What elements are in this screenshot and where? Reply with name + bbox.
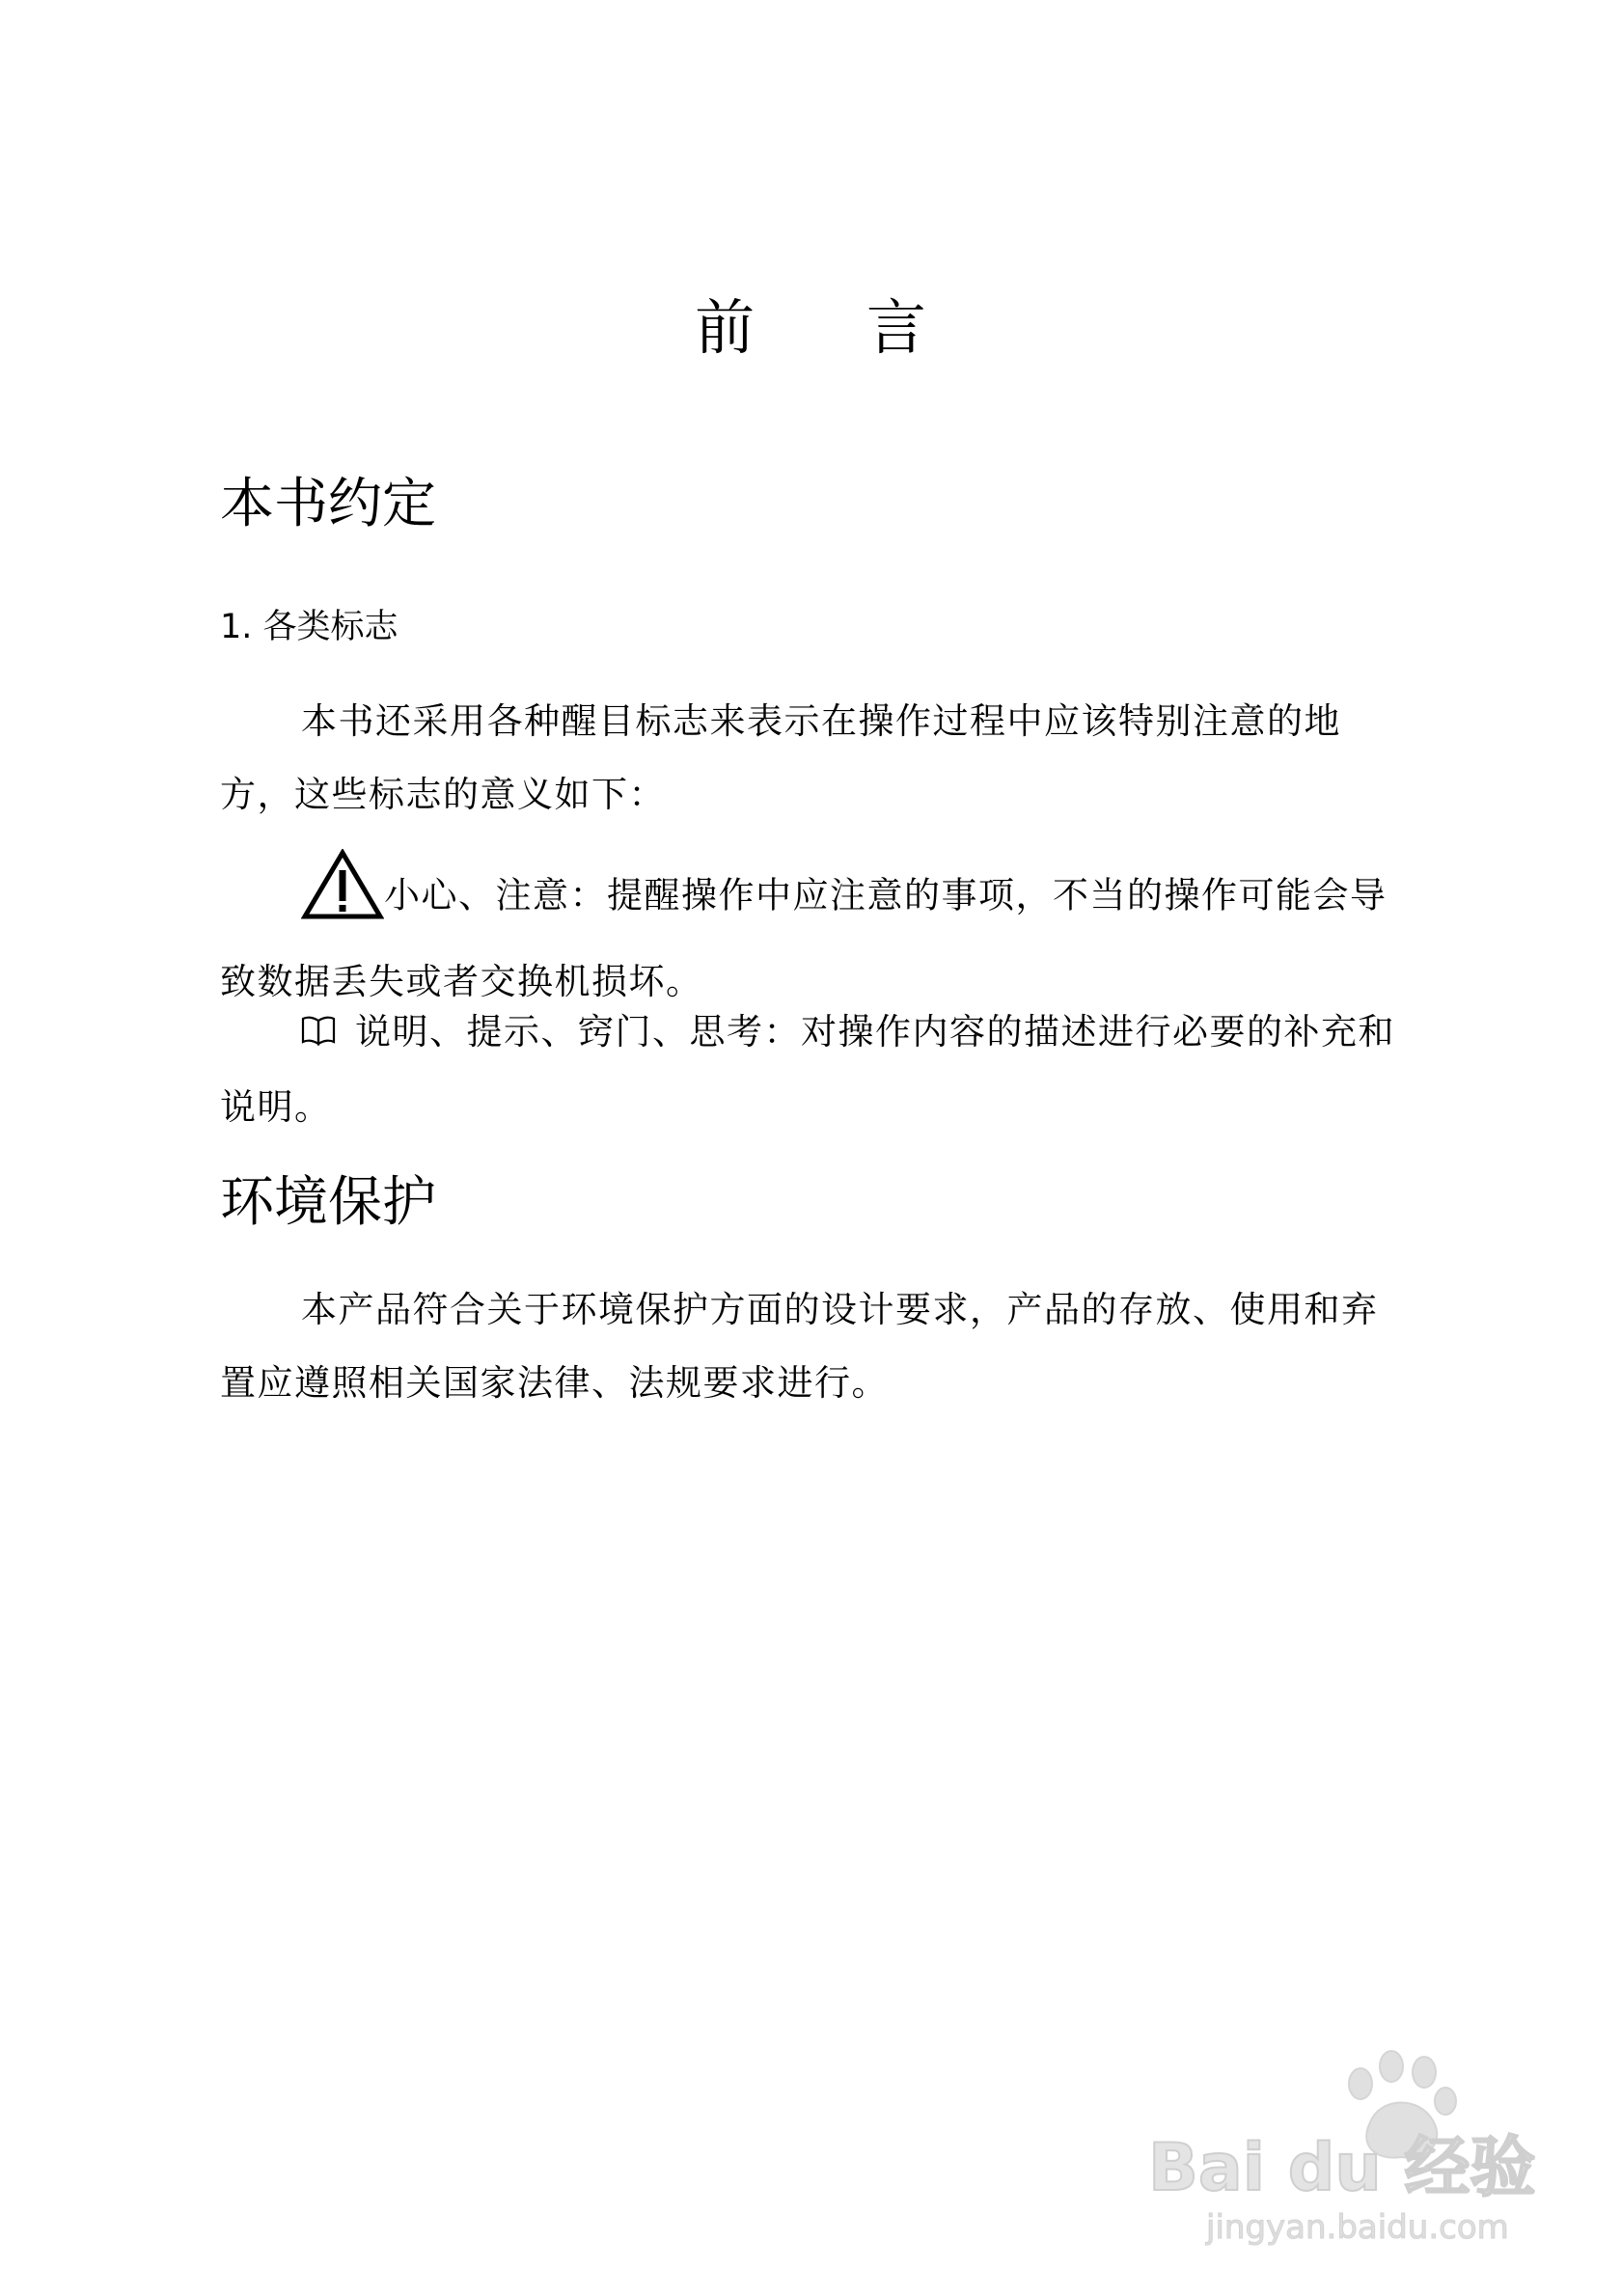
caution-text: 小心、注意：提醒操作中应注意的事项，不当的操作可能会导致数据丢失或者交换机损坏。: [220, 874, 1387, 1002]
intro-paragraph: 本书还采用各种醒目标志来表示在操作过程中应该特别注意的地方，这些标志的意义如下：: [220, 700, 1341, 815]
warning-triangle-icon: [301, 849, 384, 945]
section-heading-environment: 环境保护: [220, 1171, 436, 1234]
caution-notice: [220, 849, 1409, 1019]
watermark-logo-text: Bai du 经验: [1148, 2130, 1536, 2206]
watermark-url: jingyan.baidu.com: [1206, 2208, 1509, 2247]
open-book-icon: [301, 998, 336, 1071]
baidu-jingyan-watermark: [1139, 2016, 1544, 2248]
section-heading-conventions: 本书约定: [220, 473, 436, 535]
note-text: 说明、提示、窍门、思考：对操作内容的描述进行必要的补充和说明。: [220, 1011, 1395, 1128]
environment-paragraph: 本产品符合关于环境保护方面的设计要求，产品的存放、使用和弃置应遵照相关国家法律、法规要求进行。: [220, 1289, 1379, 1404]
note-notice: [220, 996, 1409, 1144]
subheading-signs: 1. 各类标志: [220, 608, 398, 646]
page-title: 前 言: [695, 292, 973, 363]
